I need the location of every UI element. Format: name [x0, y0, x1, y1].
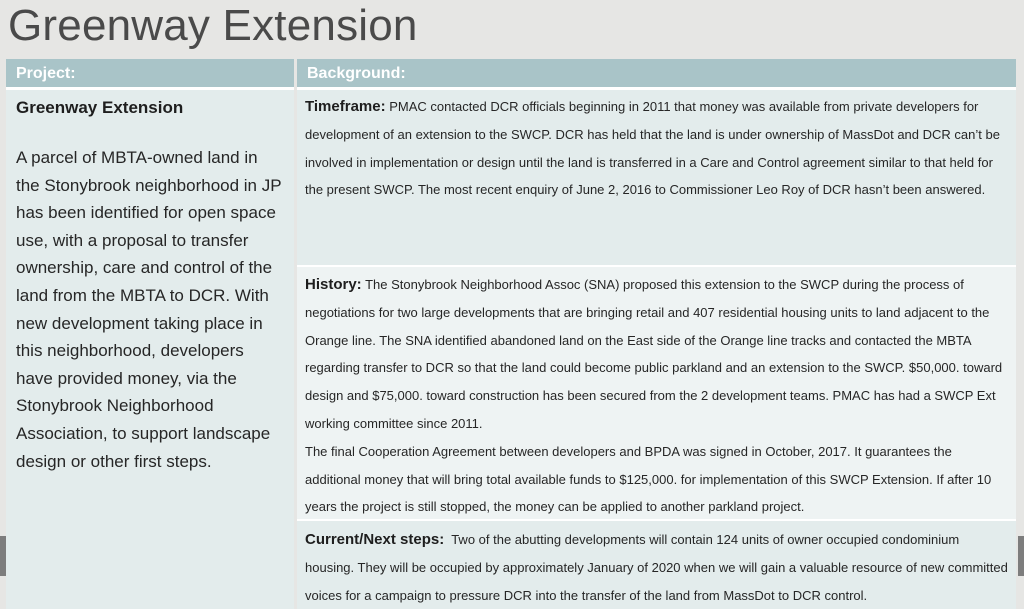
history-text-2: The final Cooperation Agreement between developers and BPDA was signed in October, 2017. It guarantees the additional money that will bring total available funds to $125,000. for implementation of this SWCP Extension. If after 10 years the project is still stopped, the money can be applied to another parkland project.: [305, 443, 992, 515]
timeframe-section: [297, 90, 1016, 267]
next-steps-label: Current/Next steps:: [305, 531, 445, 548]
timeframe-text: PMAC contacted DCR officials beginning in 2011 that money was available from private developers for development of an extension to the SWCP. DCR has held that the land is under ownership of MassDot and DCR can’t be involved in implementation or design until the land is transferred in a Care and Control agreement similar to that held for the present SWCP. The most recent enquiry of June 2, 2016 to Commissioner Leo Roy of DCR hasn’t been answered.: [305, 99, 1000, 198]
background-column-header: Background:: [297, 59, 1016, 90]
slide-title: Greenway Extension: [8, 1, 418, 50]
project-cell: [6, 90, 294, 609]
left-edge-bar: [0, 536, 6, 576]
history-text: The Stonybrook Neighborhood Assoc (SNA) proposed this extension to the SWCP during the process of negotiations for two large developments that are bringing retail and 407 residential housing units to land adjacent to the Orange line. The SNA identified abandoned land on the East side of the Orange line tracks and contacted the MBTA regarding transfer to DCR so that the land could become public parkland and an extension to the SWCP. $50,000. toward design and $75,000. toward construction has been secured from the 2 development teams. PMAC has had a SWCP Ext working committee since 2011.: [305, 277, 1003, 431]
project-column-header: Project:: [6, 59, 294, 90]
timeframe-label: Timeframe:: [305, 98, 386, 115]
right-edge-bar: [1018, 536, 1024, 576]
next-steps-text: Two of the abutting developments will contain 124 units of owner occupied condominium housing. They will be occupied by approximately January of 2020 when we will gain a valuable resource of new committed voices for a campaign to pressure DCR into the transfer of the land from MassDot to DCR control.: [305, 532, 1008, 603]
background-cell: [297, 90, 1016, 609]
project-description: A parcel of MBTA-owned land in the Stonybrook neighborhood in JP has been identified for open space use, with a proposal to transfer ownership, care and control of the land from the MBTA to DCR. With new development taking place in this neighborhood, developers have provided money, via the Stonybrook Neighborhood Association, to support landscape design or other first steps.: [16, 148, 282, 471]
project-name: Greenway Extension: [16, 98, 184, 117]
history-label: History:: [305, 276, 362, 293]
next-steps-section: [297, 521, 1016, 609]
info-table: [6, 59, 1016, 603]
history-section: [297, 267, 1016, 521]
